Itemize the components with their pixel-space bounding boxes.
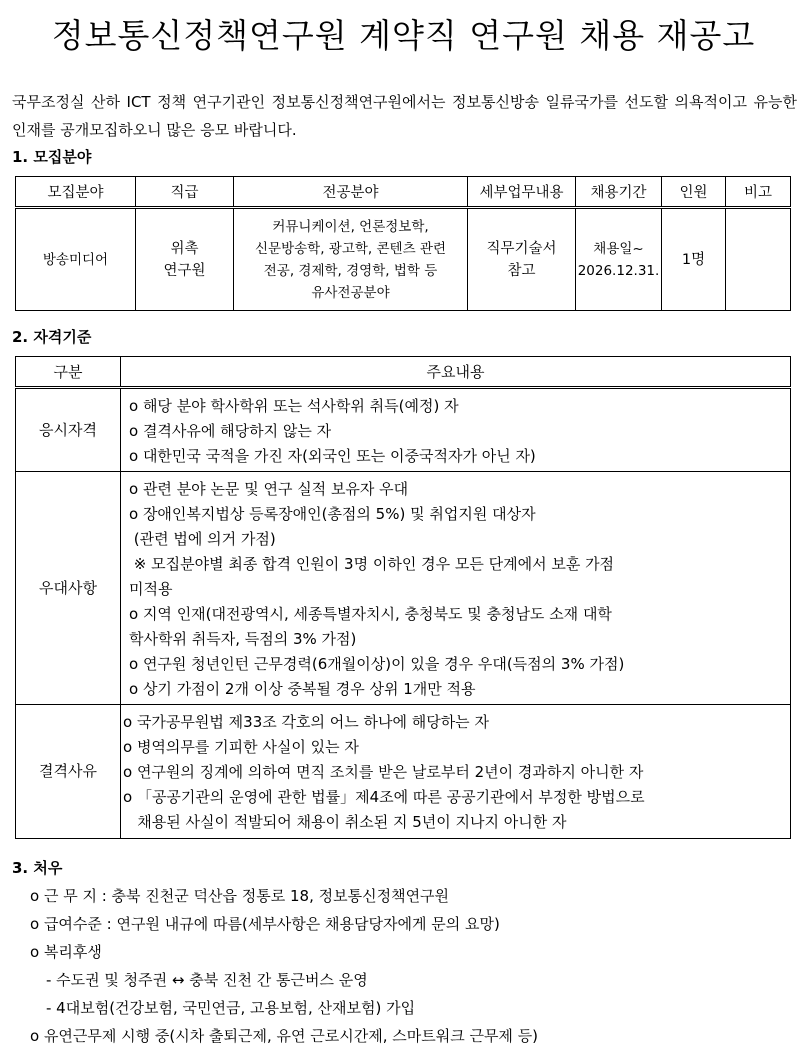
list-item: o 연구원 청년인턴 근무경력(6개월이상)이 있을 경우 우대(득점의 3% 가점) [129,655,625,673]
list-item: o 장애인복지법상 등록장애인(총점의 5%) 및 취업지원 대상자 [129,505,536,523]
list-item: o 결격사유에 해당하지 않는 자 [129,422,332,440]
list-item: o 관련 분야 논문 및 연구 실적 보유자 우대 [129,480,409,498]
list-item: 채용된 사실이 적발되어 채용이 취소된 지 5년이 지나지 아니한 자 [123,813,567,831]
page-title: 정보통신정책연구원 계약직 연구원 채용 재공고 [51,16,756,55]
header-duty: 세부업무내용 [468,177,576,208]
list-item: 미적용 [129,580,173,598]
qualification-table [15,356,791,839]
list-item: o 근 무 지 : 충북 진천군 덕산읍 정통로 18, 정보통신정책연구원 [30,887,450,905]
cell-major-line: 유사전공분야 [311,284,390,301]
header-rank: 직급 [136,177,234,208]
cell-rank-line: 위촉 [170,240,199,257]
list-item: o 국가공무원법 제33조 각호의 어느 하나에 해당하는 자 [123,713,489,731]
row-content-eligibility [121,388,791,472]
row-label-eligibility: 응시자격 [16,388,121,472]
section-heading-qualification: 2. 자격기준 [12,328,92,346]
cell-duty-line: 직무기술서 [486,240,557,257]
table-header-row [16,357,791,388]
list-item: o 해당 분야 학사학위 또는 석사학위 취득(예정) 자 [129,397,459,415]
row-content-preference [121,472,791,705]
cell-rank [136,208,234,311]
list-item: o 급여수준 : 연구원 내규에 따름(세부사항은 채용담당자에게 문의 요망) [30,915,500,933]
table-row [16,208,791,311]
cell-duty [468,208,576,311]
section-heading-benefits: 3. 처우 [12,859,63,877]
header-major: 전공분야 [234,177,468,208]
cell-note [726,208,791,311]
list-item: o 지역 인재(대전광역시, 세종특별자치시, 충청북도 및 충청남도 소재 대학 [129,605,612,623]
header-category: 구분 [16,357,121,388]
list-item: o 유연근무제 시행 중(시차 출퇴근제, 유연 근로시간제, 스마트워크 근무제 등) [30,1027,539,1045]
header-field: 모집분야 [16,177,136,208]
recruitment-table [15,176,791,311]
row-label-disqualification: 결격사유 [16,705,121,839]
list-item: o 복리후생 [30,943,102,961]
intro-paragraph: 국무조정실 산하 ICT 정책 연구기관인 정보통신정책연구원에서는 정보통신방송 일류국가를 선도할 의욕적이고 유능한 인재를 공개모집하오니 많은 응모 바랍니다. [12,93,797,139]
list-item: - 수도권 및 청주권 ↔ 충북 진천 간 통근버스 운영 [46,971,368,989]
header-period: 채용기간 [576,177,662,208]
list-item: o 대한민국 국적을 가진 자(외국인 또는 이중국적자가 아닌 자) [129,447,536,465]
table-row [16,388,791,472]
list-item: o 병역의무를 기피한 사실이 있는 자 [123,738,359,756]
table-header-row [16,177,791,208]
header-content: 주요내용 [121,357,791,388]
table-row [16,472,791,705]
table-row [16,705,791,839]
benefits-list [30,882,538,1050]
list-item: ※ 모집분야별 최종 합격 인원이 3명 이하인 경우 모든 단계에서 보훈 가점 [129,555,615,573]
cell-period-line: 2026.12.31. [577,262,660,279]
cell-rank-line: 연구원 [163,262,206,279]
section-heading-recruitment: 1. 모집분야 [12,148,92,166]
list-item: - 4대보험(건강보험, 국민연금, 고용보험, 산재보험) 가입 [46,999,416,1017]
cell-major-line: 전공, 경제학, 경영학, 법학 등 [263,262,438,279]
cell-major-line: 커뮤니케이션, 언론정보학, [272,218,429,235]
cell-major [234,208,468,311]
cell-count: 1명 [662,208,726,311]
list-item: 학사학위 취득자, 득점의 3% 가점) [129,630,357,648]
cell-duty-line: 참고 [507,262,536,279]
cell-period [576,208,662,311]
list-item: o 「공공기관의 운영에 관한 법률」제4조에 따른 공공기관에서 부정한 방법으로 [123,788,645,806]
header-note: 비고 [726,177,791,208]
cell-major-line: 신문방송학, 광고학, 콘텐츠 관련 [255,240,446,257]
list-item: (관련 법에 의거 가점) [129,530,276,548]
header-count: 인원 [662,177,726,208]
cell-field: 방송미디어 [16,208,136,311]
row-label-preference: 우대사항 [16,472,121,705]
list-item: o 연구원의 징계에 의하여 면직 조치를 받은 날로부터 2년이 경과하지 아니한 자 [123,763,644,781]
list-item: o 상기 가점이 2개 이상 중복될 경우 상위 1개만 적용 [129,680,476,698]
row-content-disqualification [121,705,791,839]
cell-period-line: 채용일~ [593,240,644,257]
